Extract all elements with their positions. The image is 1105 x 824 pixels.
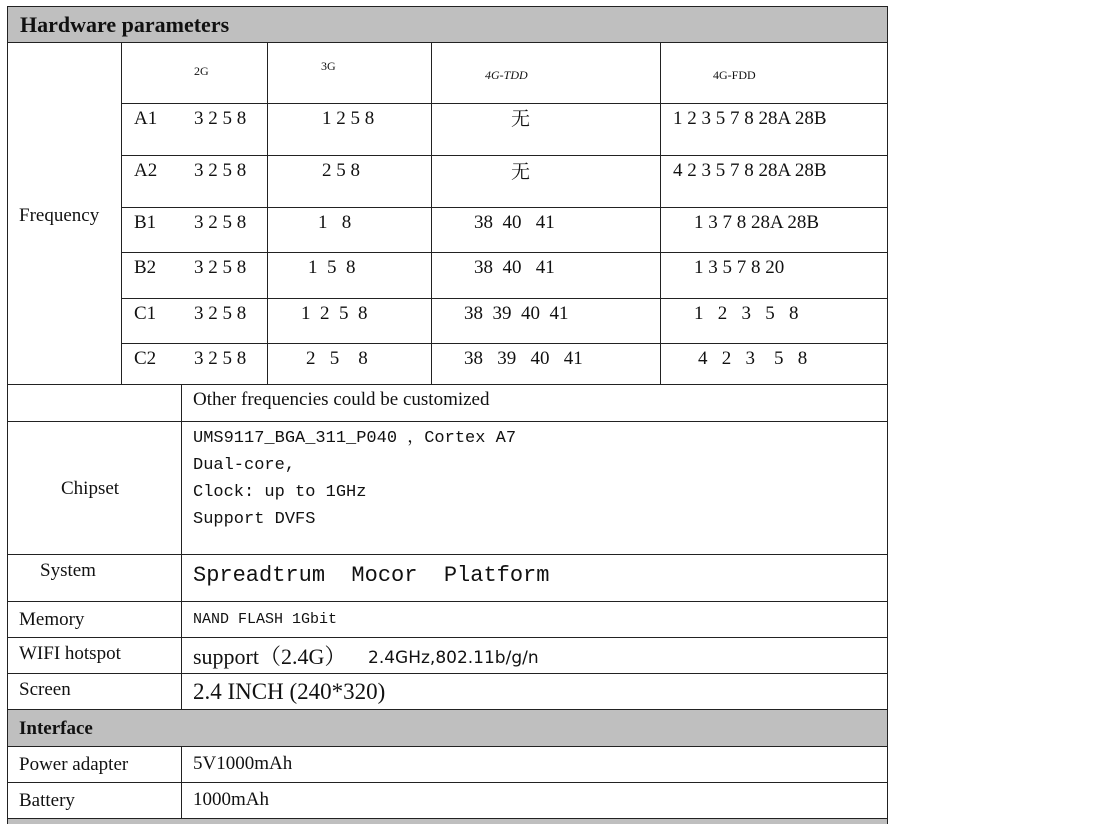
frequency-label: Frequency [19, 205, 100, 226]
band-3g-a2: 2 5 8 [322, 160, 360, 181]
band-tdd-b1: 38 40 41 [474, 212, 555, 233]
wifi-label: WIFI hotspot [19, 643, 121, 664]
header-4g-fdd: 4G-FDD [713, 68, 756, 82]
band-2g-b1: 3 2 5 8 [194, 212, 247, 233]
screen-value: 2.4 INCH (240*320) [193, 679, 386, 704]
section-header-hardware [7, 6, 888, 43]
header-3g: 3G [321, 59, 336, 73]
band-fdd-b2: 1 3 5 7 8 20 [694, 257, 785, 278]
power-adapter-value: 5V1000mAh [193, 753, 293, 774]
screen-label: Screen [19, 679, 71, 700]
chipset-label: Chipset [61, 478, 120, 499]
chipset-line-1: UMS9117_BGA_311_P040 ，Cortex A7 [193, 429, 517, 448]
screen-row [7, 673, 888, 710]
system-row [7, 554, 888, 602]
band-2g-b2: 3 2 5 8 [194, 257, 247, 278]
battery-value: 1000mAh [193, 789, 269, 810]
header-2g: 2G [194, 64, 209, 78]
band-3g-a1: 1 2 5 8 [322, 108, 375, 129]
band-tdd-c1: 38 39 40 41 [464, 303, 569, 324]
frequency-note-row [7, 384, 888, 422]
band-3g-c1: 1 2 5 8 [301, 303, 368, 324]
battery-label: Battery [19, 790, 75, 811]
chipset-line-3: Clock: up to 1GHz [193, 483, 367, 502]
frequency-block [7, 42, 888, 385]
memory-row [7, 601, 888, 638]
band-2g-a2: 3 2 5 8 [194, 160, 247, 181]
model-a1: A1 [134, 108, 158, 129]
band-tdd-c2: 38 39 40 41 [464, 348, 583, 369]
band-2g-c2: 3 2 5 8 [194, 348, 247, 369]
band-fdd-c2: 4 2 3 5 8 [698, 348, 808, 369]
band-3g-c2: 2 5 8 [306, 348, 368, 369]
memory-label: Memory [19, 609, 85, 630]
section-header-interface [7, 709, 888, 747]
section-title: Hardware parameters [20, 12, 230, 37]
band-fdd-b1: 1 3 7 8 28A 28B [694, 212, 820, 233]
frequency-note: Other frequencies could be customized [193, 389, 490, 410]
interface-title: Interface [19, 718, 93, 739]
band-fdd-a1: 1 2 3 5 7 8 28A 28B [673, 108, 827, 129]
band-fdd-c1: 1 2 3 5 8 [694, 303, 799, 324]
wifi-value-main: support（2.4G） [193, 644, 347, 669]
model-c1: C1 [134, 303, 157, 324]
band-2g-c1: 3 2 5 8 [194, 303, 247, 324]
model-a2: A2 [134, 160, 158, 181]
chipset-row [7, 421, 888, 555]
wifi-row [7, 637, 888, 674]
model-c2: C2 [134, 348, 157, 369]
memory-value: NAND FLASH 1Gbit [193, 611, 338, 628]
battery-row [7, 782, 888, 819]
next-section-band [7, 818, 888, 824]
power-adapter-row [7, 746, 888, 783]
system-label: System [40, 560, 96, 581]
band-fdd-a2: 4 2 3 5 7 8 28A 28B [673, 160, 827, 181]
model-b1: B1 [134, 212, 157, 233]
band-tdd-a2: 无 [511, 161, 531, 183]
system-value: Spreadtrum Mocor Platform [193, 563, 550, 588]
wifi-value-detail: 2.4GHz,802.11b/g/n [368, 648, 539, 668]
band-tdd-b2: 38 40 41 [474, 257, 555, 278]
band-2g-a1: 3 2 5 8 [194, 108, 247, 129]
power-adapter-label: Power adapter [19, 754, 129, 775]
chipset-line-4: Support DVFS [193, 510, 316, 529]
band-3g-b1: 1 8 [318, 212, 352, 233]
header-4g-tdd: 4G-TDD [485, 68, 528, 82]
band-tdd-a1: 无 [511, 108, 531, 130]
chipset-line-2: Dual-core, [193, 456, 296, 475]
band-3g-b2: 1 5 8 [308, 257, 356, 278]
model-b2: B2 [134, 257, 157, 278]
